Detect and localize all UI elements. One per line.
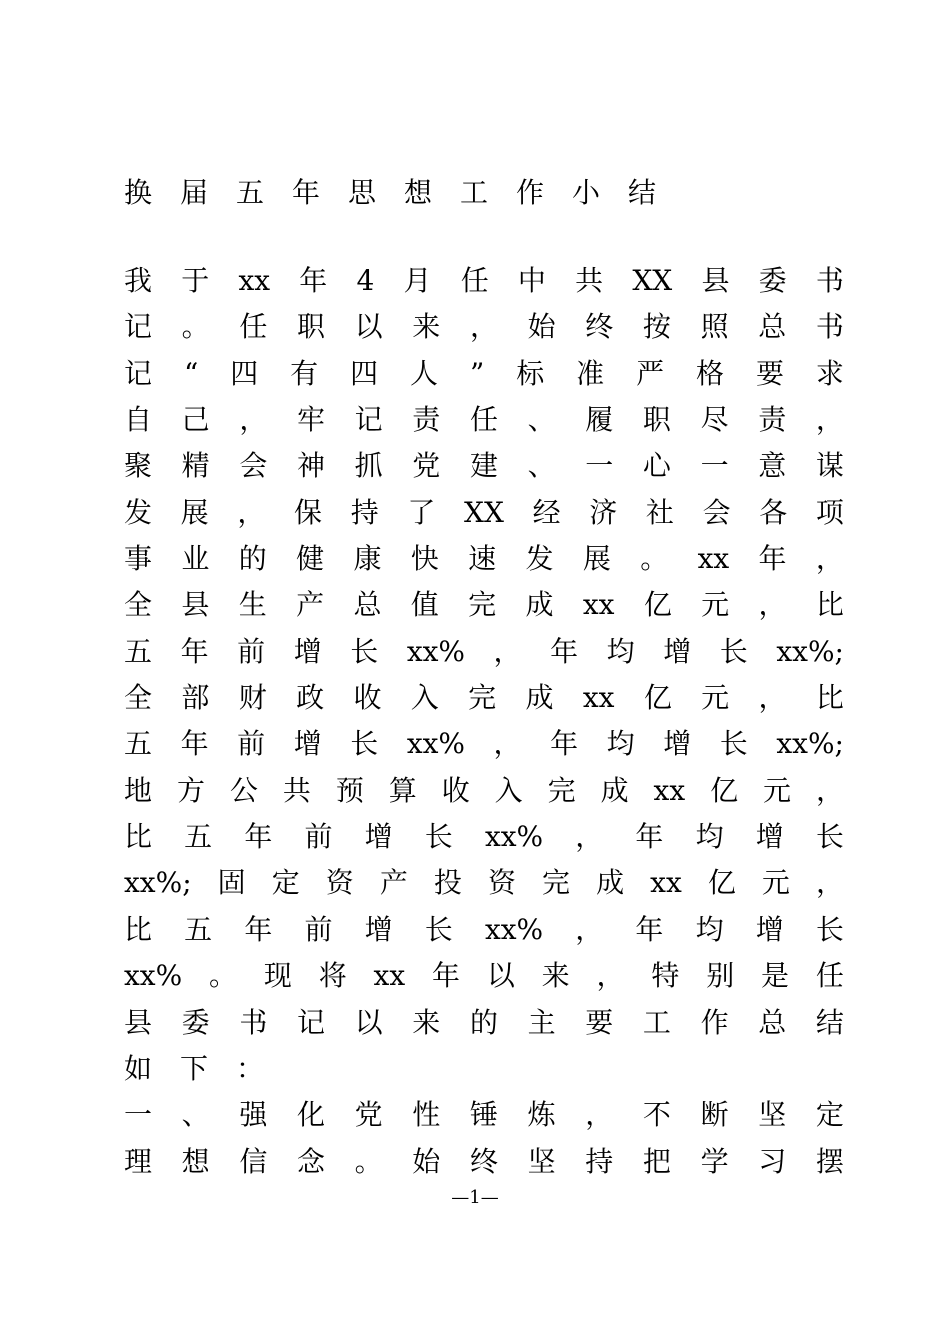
body-line: 记 “ 四 有 四 人 ” 标 准 严 格 要 求 — [124, 356, 844, 390]
document-title-text: 换 届 五 年 思 想 工 作 小 结 — [124, 176, 657, 209]
body-line: 五 年 前 增 长 xx% ， 年 均 增 长 xx%; — [124, 727, 844, 761]
body-line: 全 部 财 政 收 入 完 成 xx 亿 元 ， 比 — [124, 681, 844, 715]
document-body — [124, 258, 844, 1185]
body-line: 比 五 年 前 增 长 xx% ， 年 均 增 长 — [124, 912, 844, 946]
body-line: 地 方 公 共 预 算 收 入 完 成 xx 亿 元 ， — [124, 773, 844, 807]
document-title — [124, 170, 684, 216]
body-line: 聚 精 会 神 抓 党 建 、 一 心 一 意 谋 — [124, 449, 844, 483]
body-line: 县 委 书 记 以 来 的 主 要 工 作 总 结 — [124, 1005, 844, 1039]
body-line: xx%; 固 定 资 产 投 资 完 成 xx 亿 元 ， — [124, 866, 844, 900]
body-line: 一 、 强 化 党 性 锤 炼 ， 不 断 坚 定 — [124, 1098, 844, 1132]
body-line: 理 想 信 念 。 始 终 坚 持 把 学 习 摆 — [124, 1144, 844, 1178]
body-line: 如 下 ： — [124, 1051, 265, 1085]
body-line: 事 业 的 健 康 快 速 发 展 。 xx 年 ， — [124, 542, 844, 576]
body-line: 全 县 生 产 总 值 完 成 xx 亿 元 ， 比 — [124, 588, 844, 622]
body-line: 记 。 任 职 以 来 ， 始 终 按 照 总 书 — [124, 310, 844, 344]
body-line: 自 己 ， 牢 记 责 任 、 履 职 尽 责 ， — [124, 403, 844, 437]
page-number: —1— — [451, 1187, 499, 1208]
body-line: 五 年 前 增 长 xx% ， 年 均 增 长 xx%; — [124, 634, 844, 668]
body-line: xx% 。 现 将 xx 年 以 来 ， 特 别 是 任 — [124, 959, 844, 993]
body-line: 发 展 ， 保 持 了 XX 经 济 社 会 各 项 — [124, 495, 844, 529]
body-line: 比 五 年 前 增 长 xx% ， 年 均 增 长 — [124, 820, 844, 854]
body-line: 我 于 xx 年 4 月 任 中 共 XX 县 委 书 — [124, 264, 844, 297]
